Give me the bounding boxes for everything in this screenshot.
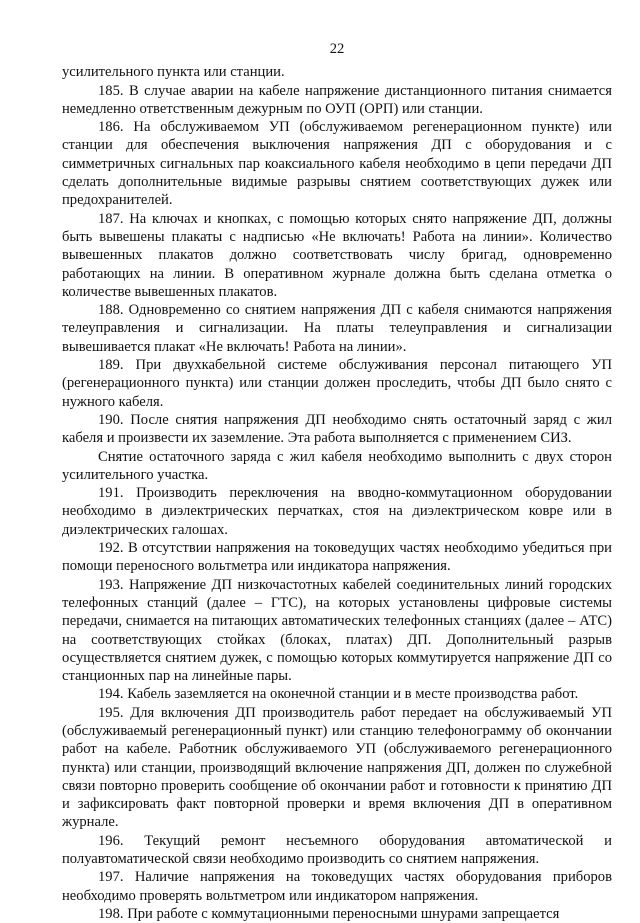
- paragraph: 194. Кабель заземляется на оконечной станции и в месте производства работ.: [98, 686, 579, 703]
- paragraph: 193. Напряжение ДП низкочастотных кабелей соединительных линий городских телефонных станций (далее – ГТС), на которых установлены цифровые системы передачи, снимается на питающих автоматических телефонных станциях (далее – АТС) на соответствующих стойках (блоках, платах) ДП. Дополнительный разрыв осуществляется снятием дужек, с помощью которых коммутируется напряжение ДП со станционных пар на линейные пары.: [62, 576, 612, 685]
- paragraph: 192. В отсутствии напряжения на токоведущих частях необходимо убедиться при помощи переносного вольтметра или индикатора напряжения.: [62, 540, 612, 575]
- paragraph: 196. Текущий ремонт несъемного оборудования автоматической и полуавтоматической связи необходимо производить со снятием напряжения.: [62, 832, 612, 868]
- paragraph: 189. При двухкабельной системе обслуживания персонал питающего УП (регенерационного пункта) или станции должен проследить, чтобы ДП было снято с нужного кабеля.: [62, 357, 612, 410]
- paragraph: Снятие остаточного заряда с жил кабеля необходимо выполнить с двух сторон усилительного участка.: [62, 448, 612, 483]
- paragraph: 198. При работе с коммутационными переносными шнурами запрещается: [98, 905, 560, 922]
- paragraph: 190. После снятия напряжения ДП необходимо снять остаточный заряд с жил кабеля и произвести их заземление. Эта работа выполняется с применением СИЗ.: [62, 411, 612, 447]
- document-body: [62, 63, 612, 923]
- paragraph: 187. На ключах и кнопках, с помощью которых снято напряжение ДП, должны быть вывешены плакаты с надписью «Не включать! Работа на линии». Количество вывешенных плакатов должно соответствовать числу бригад, одновременно работающих на линии. В оперативном журнале должна быть сделана отметка о количестве вывешенных плакатов.: [62, 210, 612, 300]
- page-number: 22: [329, 41, 345, 57]
- paragraph: 188. Одновременно со снятием напряжения ДП с кабеля снимаются напряжения телеуправления и сигнализации. На платы телеуправления и сигнализации вывешивается плакат «Не включать! Работа на линии».: [62, 302, 612, 355]
- paragraph: усилительного пункта или станции.: [62, 64, 285, 81]
- paragraph: 191. Производить переключения на вводно-коммутационном оборудовании необходимо в диэлектрических перчатках, стоя на диэлектрическом ковре или в диэлектрических галошах.: [62, 485, 612, 538]
- paragraph: 185. В случае аварии на кабеле напряжение дистанционного питания снимается немедленно ответственным дежурным по ОУП (ОРП) или станции.: [62, 82, 612, 117]
- paragraph: 186. На обслуживаемом УП (обслуживаемом регенерационном пункте) или станции для обеспечения выключения напряжения ДП с оборудования и с симметричных сигнальных пар коаксиального кабеля необходимо в цепи передачи ДП сделать дополнительные видимые разрывы снятием соответствующих дужек или предохранителей.: [62, 119, 612, 209]
- paragraph: 197. Наличие напряжения на токоведущих частях оборудования приборов необходимо проверять вольтметром или индикатором напряжения.: [62, 869, 612, 904]
- paragraph: 195. Для включения ДП производитель работ передает на обслуживаемый УП (обслуживаемый регенерационный пункт) или станцию телефонограмму об окончании работ на кабеле. Работник обслуживаемого УП (обслуживаемого регенерационного пункта) или станции, производящий включение напряжения ДП, должен по служебной связи повторно проверить сообщение об окончании работ и готовности к принятию ДП и зафиксировать факт повторной проверки и время включения ДП в оперативном журнале.: [62, 704, 612, 831]
